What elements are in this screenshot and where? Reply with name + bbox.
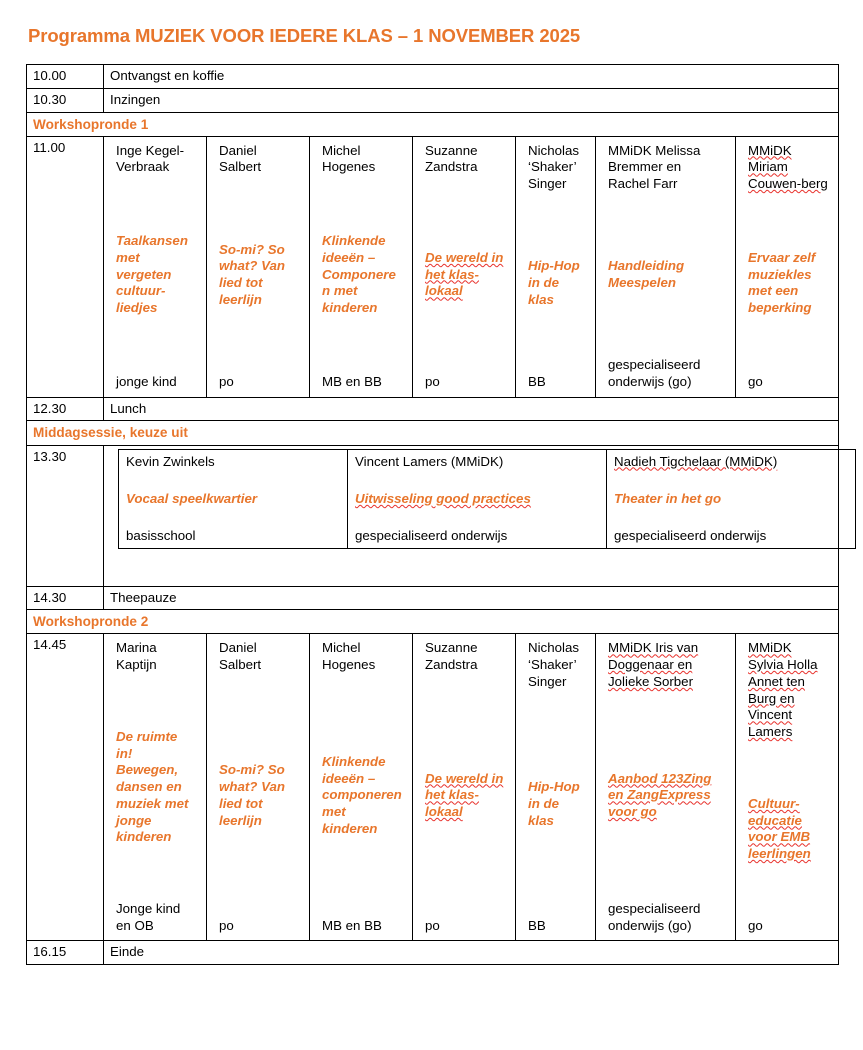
spacer [608,691,725,771]
spacer [322,674,402,754]
workshop-cell [207,136,310,397]
workshop-title: Klinkende ideeën – Componeren met kinderen [322,233,396,316]
time-cell: 16.15 [27,941,104,965]
presenter-name: Suzanne Zandstra [425,640,478,673]
spacer [748,863,828,918]
target-audience: BB [528,917,546,933]
workshop-title: Hip-Hop in de klas [528,258,580,307]
section-title: Workshopronde 1 [27,112,839,136]
presenter-name: Michel Hogenes [322,142,376,175]
spacer [219,829,299,917]
target-audience: jonge kind [116,373,177,389]
presenter-name: Nadieh Tigchelaar (MMiDK) [614,453,778,469]
spacer [355,470,600,490]
table-row [27,88,839,112]
workshop-round2-row [27,634,839,941]
afternoon-option-cell [348,449,607,548]
time-cell: 12.30 [27,397,104,421]
target-audience: Jonge kind en OB [116,900,181,933]
presenter-name: Suzanne Zandstra [425,142,478,175]
workshop-title: Klinkende ideeën – componeren met kinderen [322,753,402,836]
afternoon-options-container [104,445,839,586]
presenter-name: Kevin Zwinkels [126,453,215,469]
presenter-name: Marina Kaptijn [116,640,157,673]
presenter-name: MMiDK Melissa Bremmer en Rachel Farr [608,142,701,192]
workshop-title: Taalkansen met vergeten cultuur-liedjes [116,233,188,316]
workshop-cell [516,634,596,941]
afternoon-options-table [118,449,856,549]
spacer [116,674,196,729]
workshop-title: Ervaar zelf muziekles met een beperking [748,249,816,316]
table-row [27,397,839,421]
section-title: Middagsessie, keuze uit [27,421,839,445]
presenter-name: Vincent Lamers (MMiDK) [355,453,504,469]
spacer [425,821,505,918]
target-audience: BB [528,373,546,389]
presenter-name: MMiDK Iris van Doggenaar en Jolieke Sorber [608,640,699,689]
workshop-cell [736,634,839,941]
spacer [528,193,585,258]
section-header-round1 [27,112,839,136]
workshop-cell [596,136,736,397]
time-cell: 14.45 [27,634,104,941]
target-audience: gespecialiseerd onderwijs (go) [608,357,701,389]
workshop-cell [310,634,413,941]
spacer [126,507,341,527]
target-audience: MB en BB [322,917,382,933]
target-audience: go [748,373,763,389]
target-audience: po [219,373,234,389]
activity-cell: Theepauze [104,586,839,610]
session-title: Theater in het go [614,490,722,506]
table-row [27,65,839,89]
workshop-title: Aanbod 123Zing en ZangExpress voor go [608,770,712,820]
spacer [116,846,196,901]
workshop-title: So-mi? So what? Van lied tot leerlijn [219,241,285,307]
table-row [119,449,856,548]
workshop-cell [104,136,207,397]
afternoon-session-row [27,445,839,586]
spacer [608,292,725,357]
time-cell: 10.30 [27,88,104,112]
workshop-title: Hip-Hop in de klas [528,779,580,828]
spacer [425,176,505,250]
spacer [425,674,505,771]
presenter-name: Inge Kegel-Verbraak [116,142,185,175]
presenter-name: MMiDK Miriam Couwen-berg [748,142,828,192]
presenter-name: Nicholas ‘Shaker’ Singer [528,640,579,689]
spacer [748,317,828,374]
page-title: Programma MUZIEK VOOR IEDERE KLAS – 1 NOVEMBER 2025 [28,25,581,46]
workshop-title: So-mi? So what? Van lied tot leerlijn [219,762,285,828]
activity-cell: Einde [104,941,839,965]
spacer [116,176,196,233]
table-row [27,586,839,610]
spacer [219,176,299,241]
spacer [528,309,585,374]
spacer [219,309,299,374]
afternoon-option-cell [119,449,348,548]
spacer [608,193,725,258]
time-cell: 13.30 [27,445,104,586]
spacer [614,507,849,527]
spacer [748,741,828,796]
workshop-title: De ruimte in! Bewegen, dansen en muziek met jonge kinderen [116,728,189,845]
target-audience: go [748,917,763,933]
spacer [608,821,725,901]
activity-cell: Inzingen [104,88,839,112]
table-row [27,941,839,965]
presenter-name: Daniel Salbert [219,142,262,175]
workshop-cell [413,634,516,941]
workshop-title: De wereld in het klas-lokaal [425,249,504,299]
spacer [219,674,299,762]
workshop-cell [596,634,736,941]
target-audience: MB en BB [322,373,382,389]
schedule-table [26,64,839,965]
time-cell: 14.30 [27,586,104,610]
presenter-name: Daniel Salbert [219,640,262,673]
workshop-title: Cultuur-educatie voor EMB leerlingen [748,795,811,861]
spacer [322,176,402,233]
target-audience: po [219,917,234,933]
time-cell: 10.00 [27,65,104,89]
workshop-cell [104,634,207,941]
section-title: Workshopronde 2 [27,610,839,634]
workshop-cell [207,634,310,941]
target-audience: po [425,373,440,389]
target-audience: gespecialiseerd onderwijs [614,528,767,544]
workshop-cell [516,136,596,397]
afternoon-option-cell [607,449,856,548]
target-audience: gespecialiseerd onderwijs [355,528,508,544]
spacer [614,470,849,490]
presenter-name: Nicholas ‘Shaker’ Singer [528,142,579,192]
workshop-round1-row [27,136,839,397]
workshop-cell [413,136,516,397]
section-header-afternoon [27,421,839,445]
target-audience: po [425,917,440,933]
workshop-cell [736,136,839,397]
time-cell: 11.00 [27,136,104,397]
workshop-title: Handleiding Meespelen [608,258,685,290]
target-audience: gespecialiseerd onderwijs (go) [608,900,701,933]
spacer [748,193,828,250]
presenter-name: Michel Hogenes [322,640,376,673]
session-title: Uitwisseling good practices [355,490,531,506]
workshop-cell [310,136,413,397]
spacer [110,549,833,583]
spacer [126,470,341,490]
activity-cell: Ontvangst en koffie [104,65,839,89]
session-title: Vocaal speelkwartier [126,490,258,506]
spacer [528,691,585,779]
presenter-name: MMiDK Sylvia Holla Annet ten Burg en Vincent Lamers [748,640,818,740]
spacer [355,507,600,527]
spacer [116,317,196,374]
workshop-title: De wereld in het klas-lokaal [425,770,504,820]
section-header-round2 [27,610,839,634]
spacer [425,300,505,374]
target-audience: basisschool [126,528,196,544]
activity-cell: Lunch [104,397,839,421]
spacer [322,838,402,918]
spacer [528,829,585,917]
spacer [322,317,402,374]
